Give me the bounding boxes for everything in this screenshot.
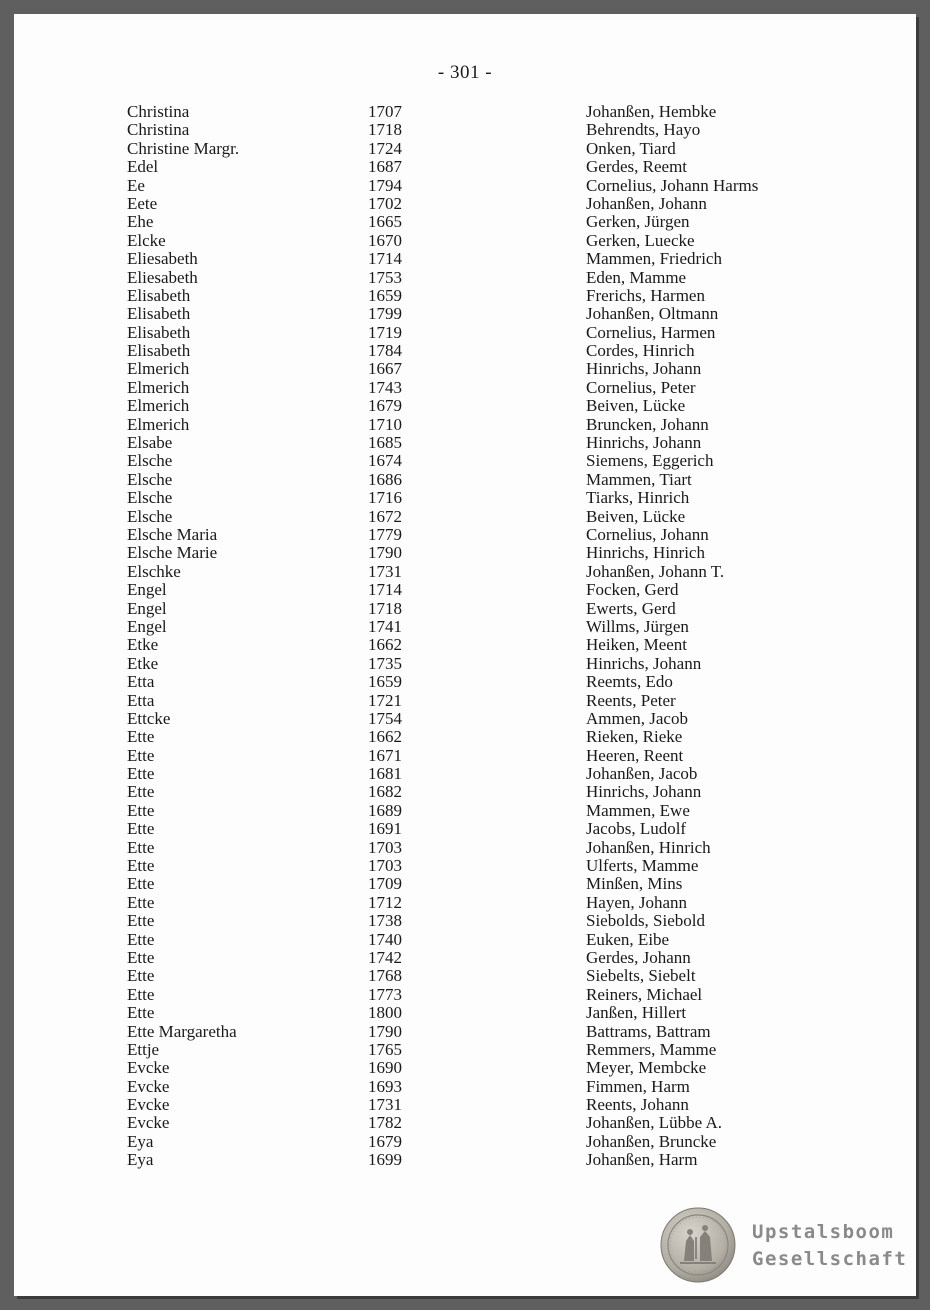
index-entry (0, 342, 930, 360)
entry-year: 1754 (368, 708, 402, 728)
entry-spouse: Ewerts, Gerd (586, 598, 676, 618)
entry-year: 1768 (368, 966, 402, 986)
entry-year: 1702 (368, 193, 402, 213)
entry-spouse: Gerdes, Reemt (586, 157, 688, 177)
entry-year: 1686 (368, 469, 402, 489)
entry-spouse: Johanßen, Hembke (586, 102, 717, 121)
entry-spouse: Hayen, Johann (586, 892, 688, 912)
index-entry (0, 103, 930, 121)
entry-name: Ette (127, 984, 155, 1004)
index-entry (0, 1096, 930, 1114)
entry-year: 1703 (368, 856, 402, 876)
entry-spouse: Bruncken, Johann (586, 414, 709, 434)
entry-year: 1682 (368, 782, 402, 802)
entry-name: Ette (127, 856, 155, 876)
index-entry (0, 324, 930, 342)
entry-year: 1712 (368, 892, 402, 912)
index-entry (0, 158, 930, 176)
entry-year: 1784 (368, 341, 402, 361)
entry-name: Ette (127, 782, 155, 802)
entry-spouse: Onken, Tiard (586, 138, 676, 158)
entry-spouse: Johanßen, Johann (586, 193, 707, 213)
index-entry (0, 232, 930, 250)
entry-name: Elsche Marie (127, 543, 218, 563)
index-entry (0, 544, 930, 562)
entry-spouse: Gerken, Luecke (586, 230, 695, 250)
index-entry (0, 875, 930, 893)
entry-year: 1753 (368, 267, 402, 287)
index-entry (0, 692, 930, 710)
entry-spouse: Hinrichs, Johann (586, 653, 702, 673)
entry-name: Ette (127, 819, 155, 839)
entry-year: 1790 (368, 1021, 402, 1041)
entry-year: 1724 (368, 138, 402, 158)
index-entry (0, 250, 930, 268)
entry-name: Elsche (127, 488, 173, 508)
entry-year: 1687 (368, 157, 402, 177)
entry-year: 1735 (368, 653, 402, 673)
entry-spouse: Cordes, Hinrich (586, 341, 695, 361)
entry-year: 1690 (368, 1058, 402, 1078)
entry-name: Etta (127, 672, 155, 692)
index-entry (0, 121, 930, 139)
entry-year: 1714 (368, 580, 402, 600)
entry-spouse: Behrendts, Hayo (586, 120, 701, 140)
index-entry (0, 416, 930, 434)
entry-name: Elisabeth (127, 304, 191, 324)
entry-name: Christine Margr. (127, 138, 240, 158)
index-entry (0, 1078, 930, 1096)
index-entry (0, 452, 930, 470)
entry-year: 1799 (368, 304, 402, 324)
page-number: - 301 - (437, 62, 493, 83)
entry-year: 1779 (368, 524, 402, 544)
index-entry (0, 508, 930, 526)
entry-name: Etke (127, 653, 159, 673)
entry-name: Elcke (127, 230, 166, 250)
entry-spouse: Frerichs, Harmen (586, 285, 705, 305)
entry-year: 1743 (368, 377, 402, 397)
entry-name: Elisabeth (127, 285, 191, 305)
entry-year: 1707 (368, 102, 402, 121)
entry-spouse: Heiken, Meent (586, 635, 688, 655)
entry-spouse: Johanßen, Bruncke (586, 1131, 717, 1151)
entry-name: Ette (127, 874, 155, 894)
index-entry (0, 1133, 930, 1151)
entry-name: Ette Margaretha (127, 1021, 237, 1041)
entry-name: Elschke (127, 561, 181, 581)
index-entry (0, 857, 930, 875)
entry-spouse: Eden, Mamme (586, 267, 687, 287)
index-entry (0, 820, 930, 838)
index-entry (0, 931, 930, 949)
entry-spouse: Cornelius, Johann Harms (586, 175, 759, 195)
index-entry (0, 894, 930, 912)
entry-spouse: Heeren, Reent (586, 745, 684, 765)
index-entry (0, 397, 930, 415)
entry-name: Elisabeth (127, 341, 191, 361)
entry-name: Christina (127, 102, 190, 121)
entry-spouse: Meyer, Membcke (586, 1058, 707, 1078)
entry-year: 1782 (368, 1113, 402, 1133)
entry-year: 1738 (368, 911, 402, 931)
index-entry (0, 783, 930, 801)
entry-year: 1721 (368, 690, 402, 710)
entry-spouse: Gerken, Jürgen (586, 212, 690, 232)
index-entry (0, 287, 930, 305)
entry-name: Elsche (127, 451, 173, 471)
entry-name: Evcke (127, 1113, 170, 1133)
entry-name: Engel (127, 598, 167, 618)
entry-name: Etta (127, 690, 155, 710)
entry-name: Evcke (127, 1058, 170, 1078)
entry-year: 1709 (368, 874, 402, 894)
entry-spouse: Johanßen, Lübbe A. (586, 1113, 722, 1133)
entry-spouse: Johanßen, Oltmann (586, 304, 719, 324)
entry-spouse: Willms, Jürgen (586, 616, 689, 636)
entry-spouse: Siebelts, Siebelt (586, 966, 696, 986)
index-entry (0, 379, 930, 397)
entry-name: Eya (127, 1150, 154, 1170)
entry-name: Ette (127, 966, 155, 986)
entry-name: Eya (127, 1131, 154, 1151)
entry-spouse: Rieken, Rieke (586, 727, 683, 747)
entry-spouse: Siebolds, Siebold (586, 911, 706, 931)
index-entry (0, 802, 930, 820)
entry-spouse: Hinrichs, Hinrich (586, 543, 705, 563)
entry-name: Elmerich (127, 396, 190, 416)
entry-spouse: Mammen, Tiart (586, 469, 692, 489)
entry-spouse: Ulferts, Mamme (586, 856, 699, 876)
entry-name: Ettje (127, 1039, 160, 1059)
logo-line-2: Gesellschaft (752, 1248, 908, 1270)
entry-spouse: Reemts, Edo (586, 672, 673, 692)
entry-year: 1716 (368, 488, 402, 508)
entry-spouse: Cornelius, Johann (586, 524, 709, 544)
entry-year: 1659 (368, 672, 402, 692)
name-index-list (0, 103, 930, 1170)
entry-year: 1731 (368, 561, 402, 581)
index-entry (0, 526, 930, 544)
entry-spouse: Euken, Eibe (586, 929, 670, 949)
index-entry (0, 839, 930, 857)
entry-year: 1667 (368, 359, 402, 379)
entry-year: 1710 (368, 414, 402, 434)
entry-name: Engel (127, 580, 167, 600)
index-entry (0, 636, 930, 654)
entry-year: 1718 (368, 120, 402, 140)
index-entry (0, 747, 930, 765)
index-entry (0, 912, 930, 930)
entry-spouse: Reents, Johann (586, 1095, 689, 1115)
entry-spouse: Johanßen, Hinrich (586, 837, 711, 857)
entry-name: Elsche Maria (127, 524, 218, 544)
entry-name: Eliesabeth (127, 267, 198, 287)
entry-spouse: Jacobs, Ludolf (586, 819, 687, 839)
entry-name: Ette (127, 837, 155, 857)
index-entry (0, 1041, 930, 1059)
entry-year: 1719 (368, 322, 402, 342)
entry-name: Elmerich (127, 359, 190, 379)
entry-name: Evcke (127, 1095, 170, 1115)
entry-name: Evcke (127, 1076, 170, 1096)
entry-name: Ette (127, 764, 155, 784)
entry-spouse: Johanßen, Harm (586, 1150, 698, 1170)
entry-year: 1662 (368, 727, 402, 747)
entry-year: 1665 (368, 212, 402, 232)
entry-spouse: Mammen, Ewe (586, 800, 690, 820)
entry-year: 1731 (368, 1095, 402, 1115)
entry-year: 1674 (368, 451, 402, 471)
seal-icon (660, 1207, 736, 1283)
index-entry (0, 305, 930, 323)
entry-name: Ette (127, 929, 155, 949)
index-entry (0, 581, 930, 599)
entry-name: Ette (127, 745, 155, 765)
entry-year: 1659 (368, 285, 402, 305)
entry-year: 1681 (368, 764, 402, 784)
index-entry (0, 986, 930, 1004)
entry-spouse: Hinrichs, Johann (586, 433, 702, 453)
entry-year: 1662 (368, 635, 402, 655)
index-entry (0, 710, 930, 728)
entry-name: Ette (127, 911, 155, 931)
entry-spouse: Beiven, Lücke (586, 396, 686, 416)
entry-name: Elmerich (127, 377, 190, 397)
index-entry (0, 949, 930, 967)
entry-spouse: Mammen, Friedrich (586, 249, 722, 269)
entry-year: 1699 (368, 1150, 402, 1170)
index-entry (0, 728, 930, 746)
entry-name: Ettcke (127, 708, 171, 728)
entry-name: Ette (127, 892, 155, 912)
index-entry (0, 434, 930, 452)
index-entry (0, 673, 930, 691)
index-entry (0, 1114, 930, 1132)
entry-name: Elsche (127, 469, 173, 489)
entry-year: 1689 (368, 800, 402, 820)
entry-spouse: Gerdes, Johann (586, 947, 691, 967)
entry-spouse: Tiarks, Hinrich (586, 488, 690, 508)
entry-year: 1703 (368, 837, 402, 857)
entry-year: 1718 (368, 598, 402, 618)
entry-spouse: Beiven, Lücke (586, 506, 686, 526)
entry-spouse: Battrams, Battram (586, 1021, 711, 1041)
entry-year: 1672 (368, 506, 402, 526)
entry-year: 1671 (368, 745, 402, 765)
entry-spouse: Reiners, Michael (586, 984, 703, 1004)
entry-year: 1679 (368, 396, 402, 416)
index-entry (0, 600, 930, 618)
index-entry (0, 618, 930, 636)
index-entry (0, 1004, 930, 1022)
entry-name: Elisabeth (127, 322, 191, 342)
entry-name: Ee (127, 175, 145, 195)
index-entry (0, 489, 930, 507)
entry-spouse: Cornelius, Peter (586, 377, 696, 397)
entry-year: 1691 (368, 819, 402, 839)
entry-spouse: Focken, Gerd (586, 580, 679, 600)
entry-spouse: Cornelius, Harmen (586, 322, 716, 342)
entry-year: 1679 (368, 1131, 402, 1151)
index-entry (0, 655, 930, 673)
entry-year: 1741 (368, 616, 402, 636)
index-entry (0, 269, 930, 287)
entry-spouse: Hinrichs, Johann (586, 359, 702, 379)
entry-name: Ette (127, 1003, 155, 1023)
entry-year: 1714 (368, 249, 402, 269)
entry-year: 1670 (368, 230, 402, 250)
logo-line-1: Upstalsboom (752, 1221, 895, 1243)
index-entry (0, 177, 930, 195)
entry-name: Etke (127, 635, 159, 655)
entry-spouse: Johanßen, Johann T. (586, 561, 725, 581)
index-entry (0, 1023, 930, 1041)
entry-year: 1800 (368, 1003, 402, 1023)
entry-name: Ette (127, 947, 155, 967)
entry-year: 1765 (368, 1039, 402, 1059)
entry-name: Ehe (127, 212, 154, 232)
index-entry (0, 360, 930, 378)
entry-name: Edel (127, 157, 159, 177)
entry-year: 1773 (368, 984, 402, 1004)
entry-year: 1790 (368, 543, 402, 563)
index-entry (0, 765, 930, 783)
index-entry (0, 563, 930, 581)
entry-spouse: Ammen, Jacob (586, 708, 688, 728)
index-entry (0, 1151, 930, 1169)
entry-year: 1685 (368, 433, 402, 453)
entry-name: Ette (127, 800, 155, 820)
index-entry (0, 967, 930, 985)
entry-year: 1740 (368, 929, 402, 949)
entry-spouse: Fimmen, Harm (586, 1076, 690, 1096)
entry-spouse: Janßen, Hillert (586, 1003, 687, 1023)
entry-name: Engel (127, 616, 167, 636)
entry-spouse: Johanßen, Jacob (586, 764, 698, 784)
index-entry (0, 140, 930, 158)
entry-year: 1794 (368, 175, 402, 195)
entry-spouse: Remmers, Mamme (586, 1039, 717, 1059)
entry-name: Elsabe (127, 433, 173, 453)
entry-name: Elsche (127, 506, 173, 526)
entry-spouse: Hinrichs, Johann (586, 782, 702, 802)
index-entry (0, 471, 930, 489)
entry-name: Elmerich (127, 414, 190, 434)
entry-year: 1693 (368, 1076, 402, 1096)
entry-spouse: Minßen, Mins (586, 874, 683, 894)
logo-wordmark (752, 1219, 907, 1273)
entry-spouse: Reents, Peter (586, 690, 676, 710)
entry-name: Christina (127, 120, 190, 140)
entry-name: Eliesabeth (127, 249, 198, 269)
entry-spouse: Siemens, Eggerich (586, 451, 714, 471)
index-entry (0, 213, 930, 231)
entry-name: Eete (127, 193, 158, 213)
upstalsboom-logo (660, 1207, 910, 1287)
index-entry (0, 195, 930, 213)
index-entry (0, 1059, 930, 1077)
entry-name: Ette (127, 727, 155, 747)
entry-year: 1742 (368, 947, 402, 967)
